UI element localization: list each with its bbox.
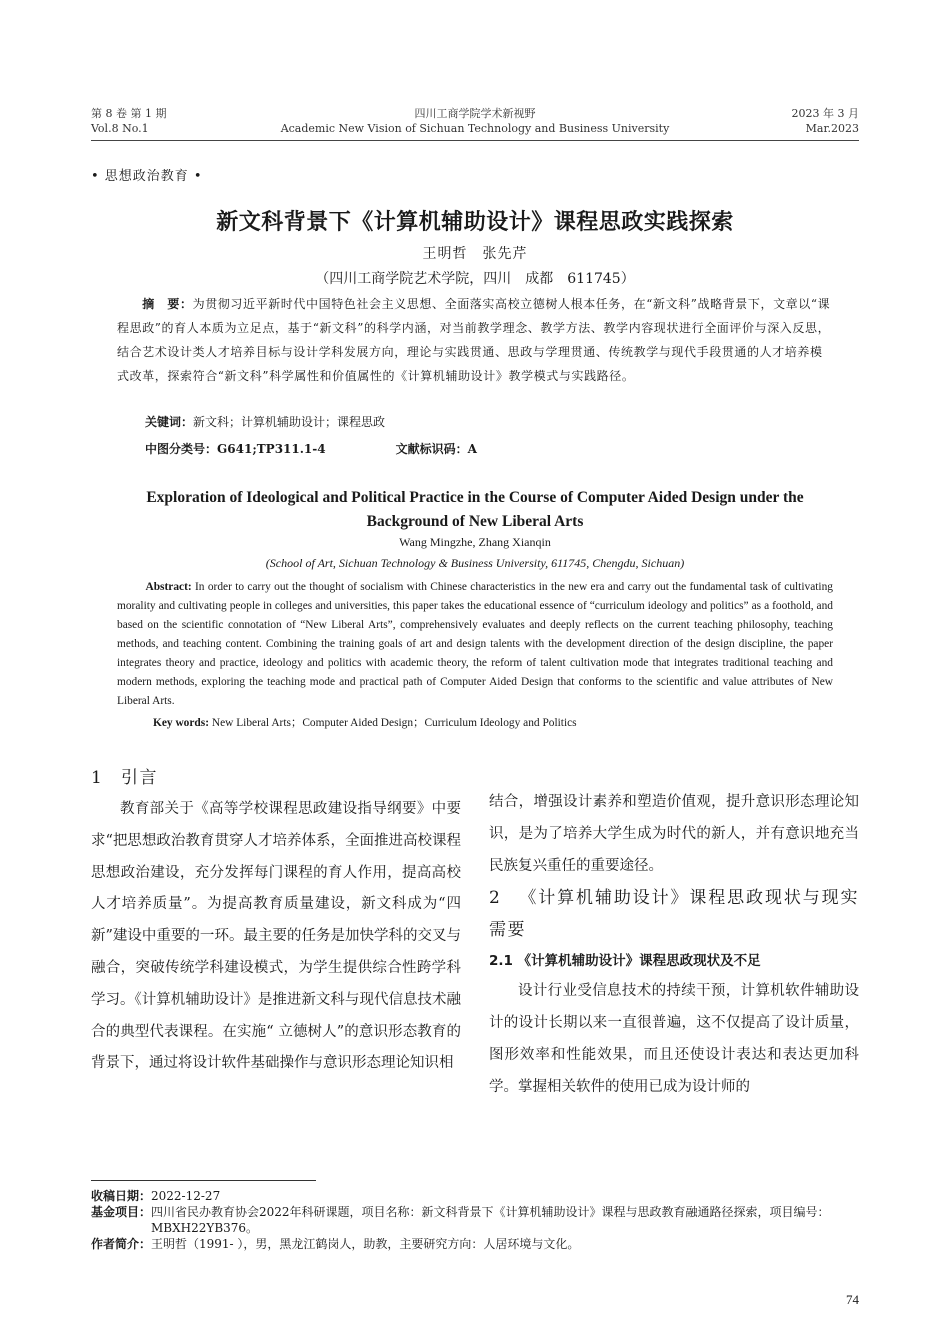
authors-cn: 王明哲 张先芹 xyxy=(422,246,528,262)
affiliation-en: (School of Art, Sichuan Technology & Business University, 611745, Chengdu, Sichuan) xyxy=(265,556,685,570)
footnote-received xyxy=(91,1188,861,1204)
running-header xyxy=(91,106,859,141)
paper-title-en: Exploration of Ideological and Political Practice in the Course of Computer Aided Design under the Background of New Liberal Arts xyxy=(146,489,804,530)
keywords-cn-text: 新文科；计算机辅助设计；课程思政 xyxy=(193,415,386,429)
footnote-fund xyxy=(91,1204,861,1236)
section-1-paragraph: 教育部关于《高等学校课程思政建设指导纲要》中要求“把思想政治教育贯穿人才培养体系，全面推进高校课程思想政治建设，充分发挥每门课程的育人作用，提高高校人才培养质量”。为提高教育质量建设，新文科成为“四新”建设中重要的一环。最主要的任务是加快学科的交叉与融合，突破传统学科建设模式，为学生提供综合性跨学科学习。《计算机辅助设计》是推进新文科与现代信息技术融合的典型代表课程。在实施“ 立德树人”的意识形态教育的背景下，通过将设计软件基础操作与意识形态理论知识相 xyxy=(91,801,461,1072)
section-2-title: 《计算机辅助设计》课程思政现状与现实需要 xyxy=(489,888,859,941)
authors-en: Wang Mingzhe, Zhang Xianqin xyxy=(399,535,551,549)
abstract-cn-label: 摘 要： xyxy=(142,297,193,311)
volume-cn: 第 8 卷 第 1 期 xyxy=(91,107,167,120)
footnote-author xyxy=(91,1236,861,1252)
received-value: 2022-12-27 xyxy=(151,1189,221,1203)
section-2-number: 2 xyxy=(489,888,502,909)
author-bio-value: 王明哲（1991- ），男，黑龙江鹤岗人，助教，主要研究方向：人居环境与文化。 xyxy=(151,1237,580,1251)
body-column-left xyxy=(91,762,461,1080)
keywords-en xyxy=(153,714,577,730)
date-en: Mar.2023 xyxy=(805,122,859,135)
footnote-rule xyxy=(91,1180,316,1181)
section-1-paragraph-continued: 结合，增强设计素养和塑造价值观，提升意识形态理论知识，是为了培养大学生成为时代的新人，并有意识地充当民族复兴重任的重要途径。 xyxy=(489,794,859,874)
section-1-number: 1 xyxy=(91,768,104,788)
clc-label: 中图分类号： xyxy=(145,442,218,456)
journal-name xyxy=(91,106,859,136)
doc-code-label: 文献标识码： xyxy=(395,442,468,456)
section-label: • 思想政治教育 • xyxy=(91,169,203,184)
author-bio-label: 作者简介： xyxy=(91,1237,152,1251)
volume-en: Vol.8 No.1 xyxy=(91,122,149,135)
section-2-1-paragraph: 设计行业受信息技术的持续干预，计算机软件辅助设计的设计长期以来一直很普遍，这不仅提高了设计质量，图形效率和性能效果，而且还使设计表达和表达更加科学。掌握相关软件的使用已成为设计师的 xyxy=(489,983,859,1095)
abstract-cn-text: 为贯彻习近平新时代中国特色社会主义思想、全面落实高校立德树人根本任务，在“新文科”战略背景下，文章以“课程思政”的育人本质为立足点，基于“新文科”的科学内涵，对当前教学理念、教学方法、教学内容现状进行全面评价与深入反思，结合艺术设计类人才培养目标与设计学科发展方向，理论与实践贯通、思政与学理贯通、传统教学与现代手段贯通的人才培养模式改革，探索符合“新文科”科学属性和价值属性的《计算机辅助设计》教学模式与实践路径。 xyxy=(117,297,831,383)
fund-label: 基金项目： xyxy=(91,1205,152,1219)
abstract-cn xyxy=(117,292,833,388)
abstract-en-label: Abstract: xyxy=(145,581,192,593)
abstract-en-text: In order to carry out the thought of socialism with Chinese characteristics in the new era and carry out the fundamental task of cultivating morality and cultivating people in colleges and universities, this paper takes the educational essence of “curriculum ideology and politics” as a foothold, and based on the scientific connotation of “New Liberal Arts”, comprehensively evaluates and deeply reflects on the current teaching philosophy, teaching methods, and teaching content. Combining the training goals of art and design talents with the development direction of the design discipline, the paper integrates theory and practice, ideology and politics with academic theory, the reform of talent cultivation mode that integrates traditional teaching and modern methods, exploring the teaching mode and practical path of Computer Aided Design that conforms to the scientific and value attributes of New Liberal Arts. xyxy=(117,581,833,707)
abstract-en xyxy=(117,578,833,711)
page-number: 74 xyxy=(846,1292,859,1307)
section-2-1-heading: 2.1 《计算机辅助设计》课程思政现状及不足 xyxy=(489,953,761,970)
journal-name-cn: 四川工商学院学术新视野 xyxy=(414,107,536,120)
received-label: 收稿日期： xyxy=(91,1189,152,1203)
fund-value: 四川省民办教育协会2022年科研课题，项目名称：新文科背景下《计算机辅助设计》课程与思政教育融通路径探索，项目编号：MBXH22YB376。 xyxy=(151,1205,830,1235)
clc-value: G641;TP311.1-4 xyxy=(217,442,326,456)
section-2-heading xyxy=(489,882,859,946)
doc-code-value: A xyxy=(467,442,477,456)
keywords-cn-label: 关键词： xyxy=(145,415,194,429)
paper-title-cn: 新文科背景下《计算机辅助设计》课程思政实践探索 xyxy=(216,210,734,235)
body-column-right xyxy=(489,787,859,1104)
journal-name-en: Academic New Vision of Sichuan Technology and Business University xyxy=(280,122,670,135)
section-1-title: 引言 xyxy=(121,768,158,788)
affiliation-cn: （四川工商学院艺术学院，四川 成都 611745） xyxy=(315,271,635,287)
keywords-en-label: Key words: xyxy=(153,717,209,729)
issue-date xyxy=(792,106,859,136)
classification-line xyxy=(145,440,477,457)
section-1-heading xyxy=(91,762,461,794)
date-cn: 2023 年 3 月 xyxy=(791,107,859,120)
keywords-en-text: New Liberal Arts；Computer Aided Design；Curriculum Ideology and Politics xyxy=(211,717,577,729)
keywords-cn xyxy=(145,413,385,430)
footnotes xyxy=(91,1188,861,1252)
